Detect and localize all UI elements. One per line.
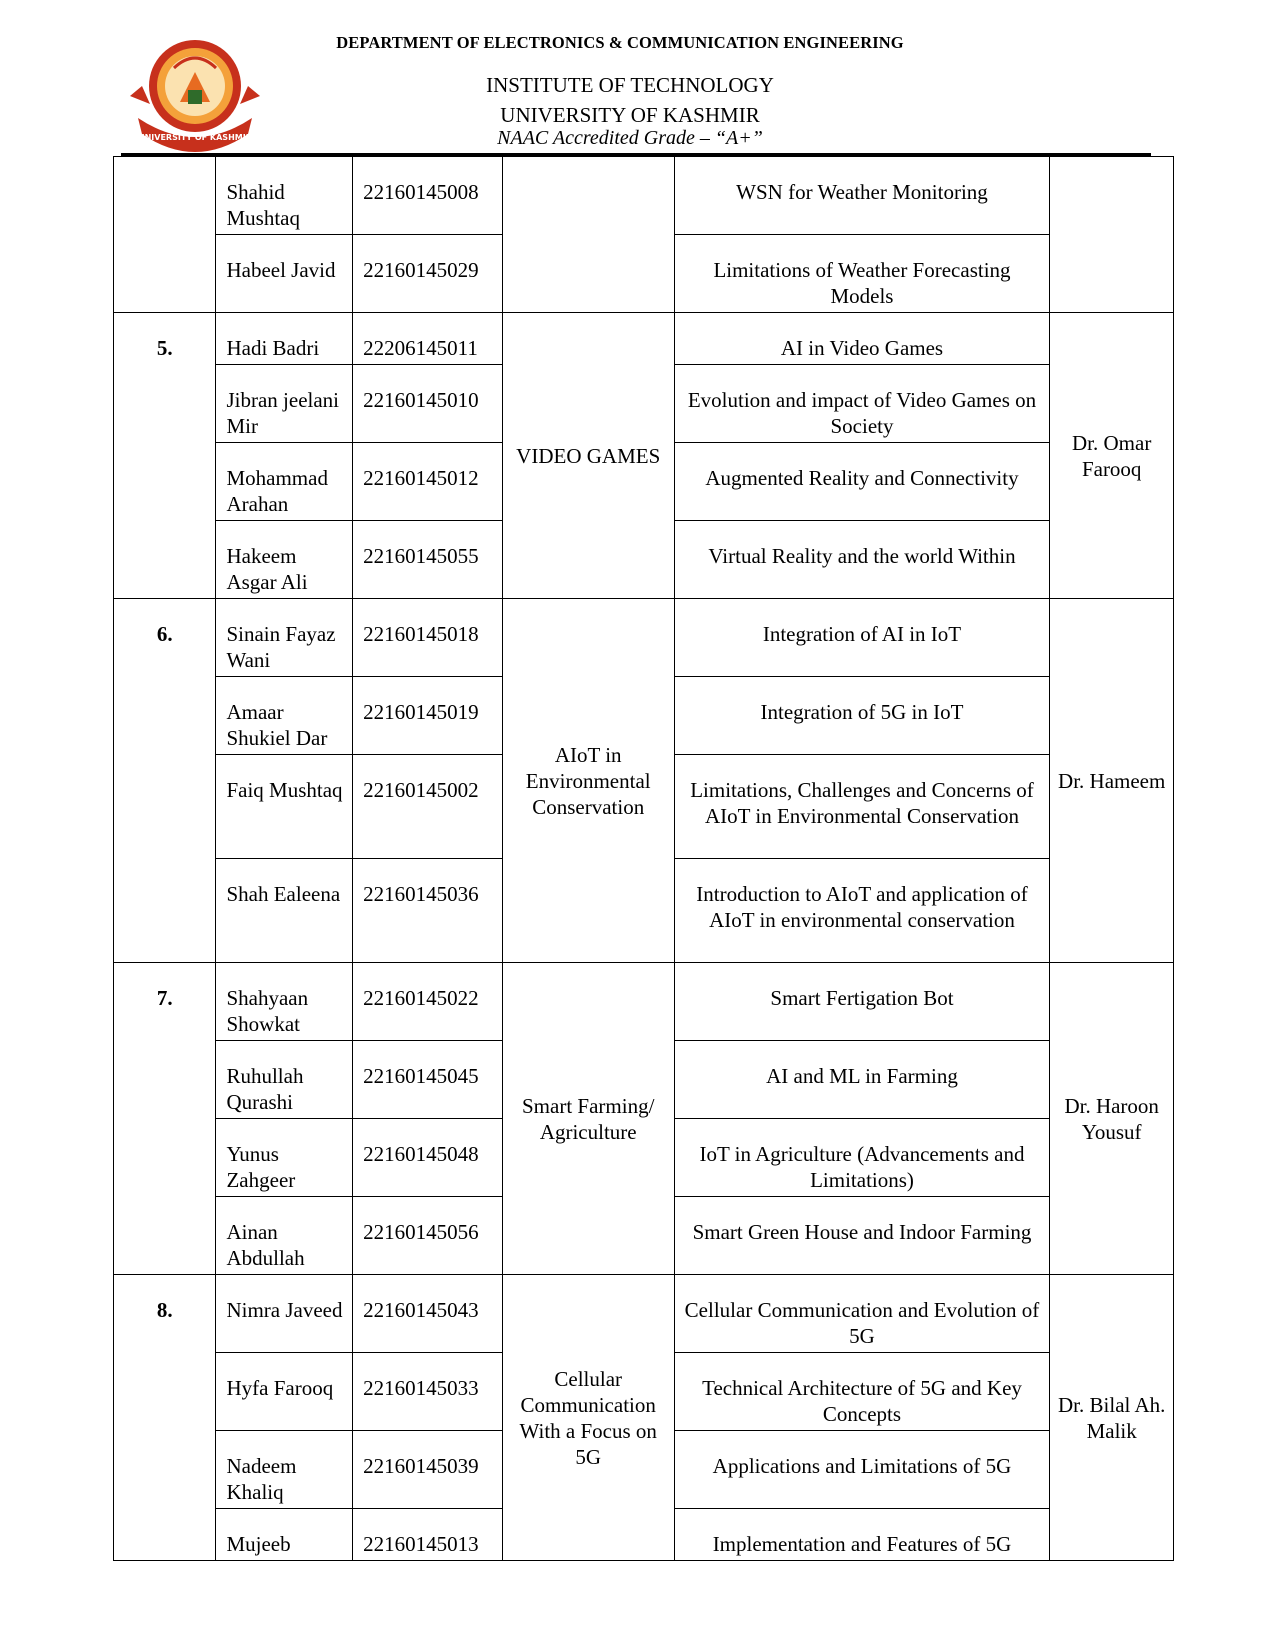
student-name: Ruhullah Qurashi (216, 1041, 353, 1119)
student-name: Shahid Mushtaq (216, 157, 353, 235)
supervisor-name: Dr. Omar Farooq (1050, 313, 1174, 599)
topic-title: Implementation and Features of 5G (674, 1509, 1050, 1561)
topic-title: Smart Green House and Indoor Farming (674, 1197, 1050, 1275)
university-name: UNIVERSITY OF KASHMIR (500, 103, 760, 127)
group-title: Cellular Communication With a Focus on 5G (502, 1275, 674, 1561)
serial-number: 6. (114, 599, 216, 963)
table-row (114, 313, 1174, 365)
roll-number: 22160145018 (353, 599, 503, 677)
student-name: Mujeeb (216, 1509, 353, 1561)
topic-title: IoT in Agriculture (Advancements and Limitations) (674, 1119, 1050, 1197)
student-name: Hadi Badri (216, 313, 353, 365)
topic-title: Virtual Reality and the world Within (674, 521, 1050, 599)
serial-number: 7. (114, 963, 216, 1275)
supervisor-name: Dr. Bilal Ah. Malik (1050, 1275, 1174, 1561)
topic-title: Augmented Reality and Connectivity (674, 443, 1050, 521)
roll-number: 22160145022 (353, 963, 503, 1041)
topic-title: AI and ML in Farming (674, 1041, 1050, 1119)
topic-title: Limitations, Challenges and Concerns of AIoT in Environmental Conservation (674, 755, 1050, 859)
groups-table (113, 156, 1174, 1561)
topic-title: Evolution and impact of Video Games on Society (674, 365, 1050, 443)
student-name: Yunus Zahgeer (216, 1119, 353, 1197)
student-name: Jibran jeelani Mir (216, 365, 353, 443)
group-title (502, 157, 674, 313)
roll-number: 22160145029 (353, 235, 503, 313)
roll-number: 22160145056 (353, 1197, 503, 1275)
topic-title: Cellular Communication and Evolution of 5G (674, 1275, 1050, 1353)
topic-title: Limitations of Weather Forecasting Models (674, 235, 1050, 313)
roll-number: 22160145048 (353, 1119, 503, 1197)
student-name: Shahyaan Showkat (216, 963, 353, 1041)
student-name: Faiq Mushtaq (216, 755, 353, 859)
roll-number: 22160145043 (353, 1275, 503, 1353)
topic-title: Smart Fertigation Bot (674, 963, 1050, 1041)
topic-title: Integration of 5G in IoT (674, 677, 1050, 755)
student-name: Ainan Abdullah (216, 1197, 353, 1275)
student-name: Sinain Fayaz Wani (216, 599, 353, 677)
roll-number: 22160145055 (353, 521, 503, 599)
topic-title: Technical Architecture of 5G and Key Concepts (674, 1353, 1050, 1431)
topic-title: AI in Video Games (674, 313, 1050, 365)
student-name: Shah Ealeena (216, 859, 353, 963)
roll-number: 22160145033 (353, 1353, 503, 1431)
roll-number: 22160145019 (353, 677, 503, 755)
student-name: Hakeem Asgar Ali (216, 521, 353, 599)
institute-name: INSTITUTE OF TECHNOLOGY (486, 73, 774, 97)
student-name: Amaar Shukiel Dar (216, 677, 353, 755)
table-row (114, 1275, 1174, 1353)
student-name: Hyfa Farooq (216, 1353, 353, 1431)
supervisor-name: Dr. Hameem (1050, 599, 1174, 963)
roll-number: 22160145036 (353, 859, 503, 963)
page-header (0, 0, 1275, 160)
student-name: Nimra Javeed (216, 1275, 353, 1353)
accreditation-line: NAAC Accredited Grade – “A+” (497, 127, 763, 149)
table-row (114, 963, 1174, 1041)
group-title: Smart Farming/ Agriculture (502, 963, 674, 1275)
roll-number: 22160145013 (353, 1509, 503, 1561)
student-name: Mohammad Arahan (216, 443, 353, 521)
topic-title: Introduction to AIoT and application of AIoT in environmental conservation (674, 859, 1050, 963)
roll-number: 22160145002 (353, 755, 503, 859)
department-title: DEPARTMENT OF ELECTRONICS & COMMUNICATION ENGINEERING (336, 33, 904, 52)
roll-number: 22206145011 (353, 313, 503, 365)
group-title: VIDEO GAMES (502, 313, 674, 599)
topic-title: Applications and Limitations of 5G (674, 1431, 1050, 1509)
roll-number: 22160145045 (353, 1041, 503, 1119)
roll-number: 22160145008 (353, 157, 503, 235)
topic-title: Integration of AI in IoT (674, 599, 1050, 677)
table-row (114, 599, 1174, 677)
student-name: Nadeem Khaliq (216, 1431, 353, 1509)
group-title: AIoT in Environmental Conservation (502, 599, 674, 963)
supervisor-name: Dr. Haroon Yousuf (1050, 963, 1174, 1275)
roll-number: 22160145010 (353, 365, 503, 443)
svg-text:UNIVERSITY OF KASHMIR: UNIVERSITY OF KASHMIR (138, 133, 252, 142)
topic-title: WSN for Weather Monitoring (674, 157, 1050, 235)
supervisor-name (1050, 157, 1174, 313)
university-logo (128, 30, 262, 152)
serial-number: 8. (114, 1275, 216, 1561)
roll-number: 22160145039 (353, 1431, 503, 1509)
roll-number: 22160145012 (353, 443, 503, 521)
serial-number (114, 157, 216, 313)
serial-number: 5. (114, 313, 216, 599)
table-row (114, 157, 1174, 235)
student-name: Habeel Javid (216, 235, 353, 313)
